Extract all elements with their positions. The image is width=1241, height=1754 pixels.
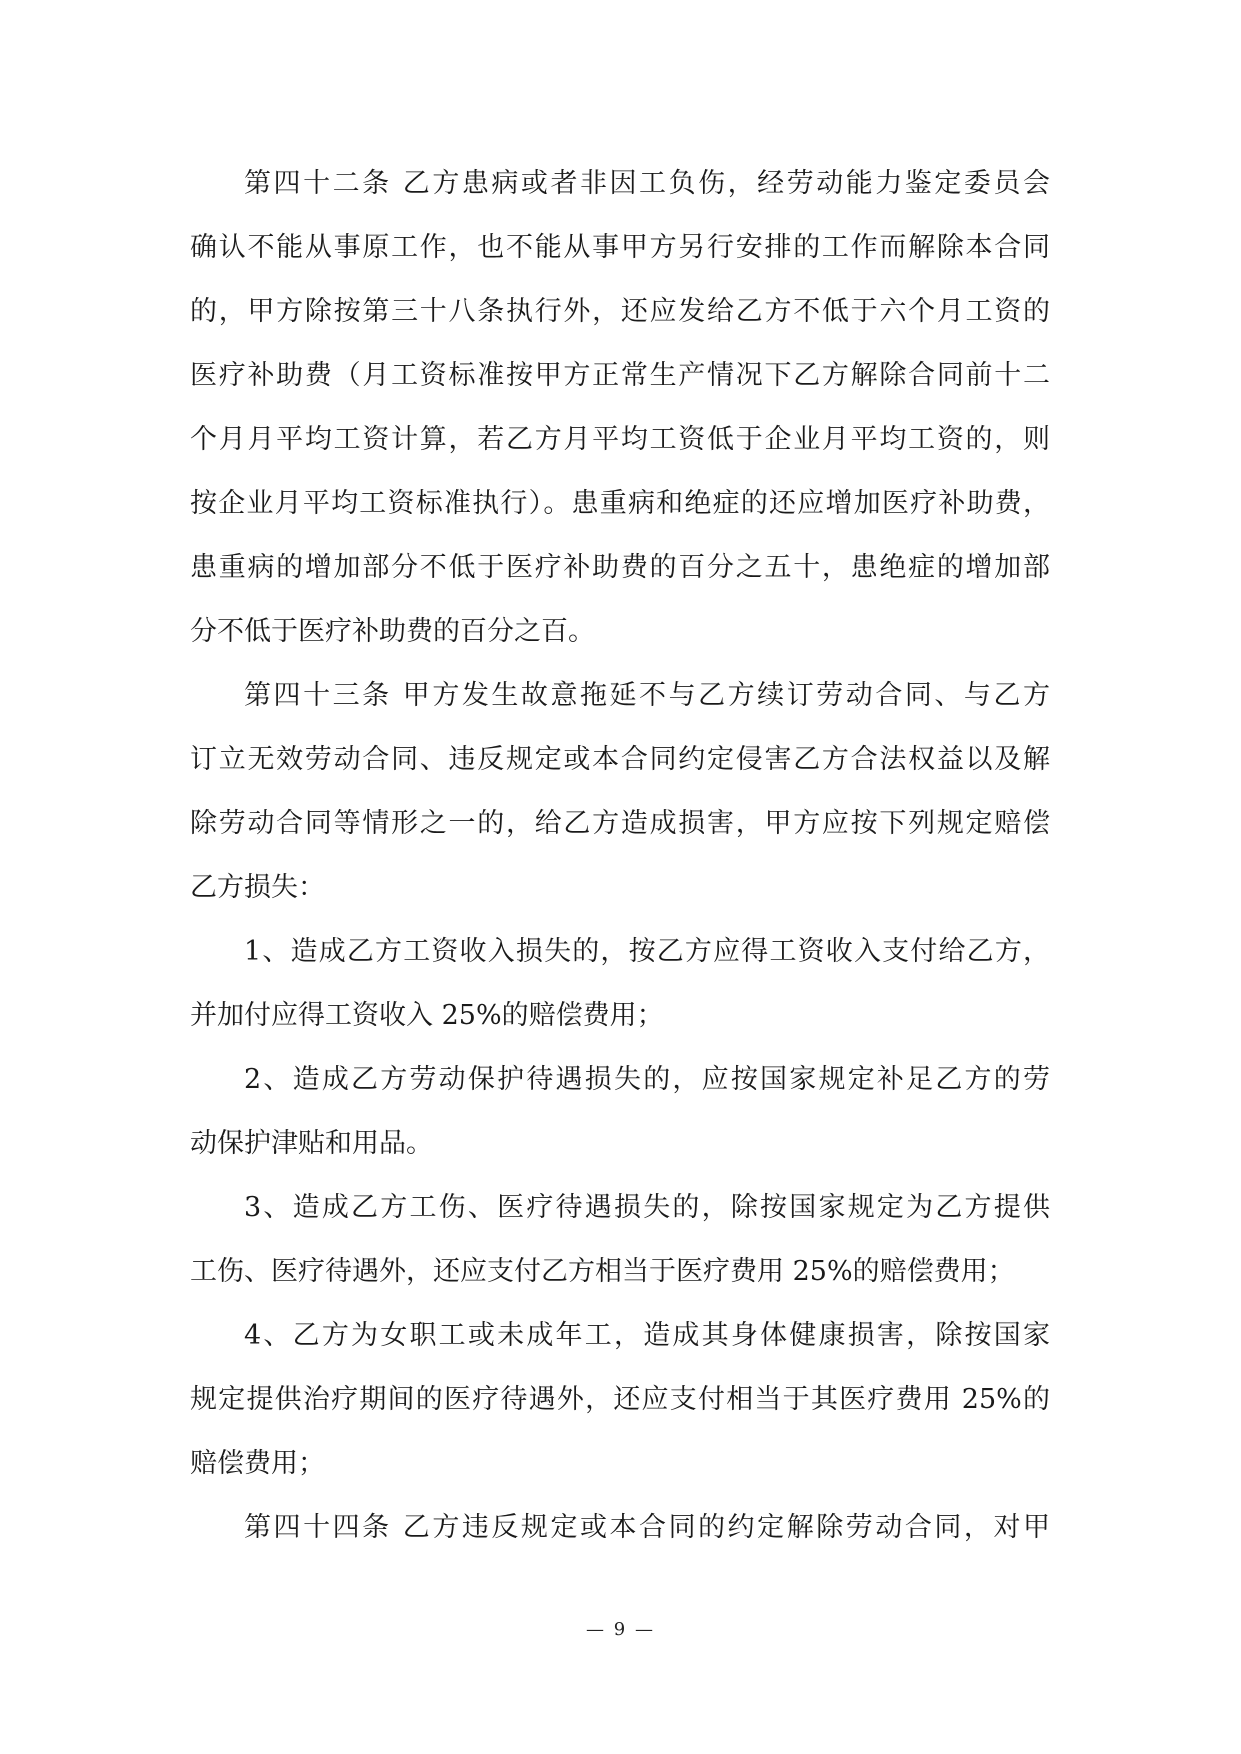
text-line: 按企业月平均工资标准执行）。患重病和绝症的还应增加医疗补助费，	[190, 488, 1050, 519]
list-item-4	[190, 1304, 1050, 1496]
text-line: 的，甲方除按第三十八条执行外，还应发给乙方不低于六个月工资的	[190, 296, 1050, 327]
text-line: 订立无效劳动合同、违反规定或本合同约定侵害乙方合法权益以及解	[190, 744, 1050, 775]
paragraph-article-44	[190, 1496, 1050, 1560]
text-line: 患重病的增加部分不低于医疗补助费的百分之五十，患绝症的增加部	[190, 552, 1050, 583]
text-line: 并加付应得工资收入 25%的赔偿费用；	[190, 1000, 664, 1031]
list-item-3	[190, 1176, 1050, 1304]
paragraph-article-42	[190, 152, 1050, 664]
text-line: 第四十二条 乙方患病或者非因工负伤，经劳动能力鉴定委员会	[244, 168, 1050, 199]
page-number: — 9 —	[586, 1619, 655, 1640]
text-line: 个月月平均工资计算，若乙方月平均工资低于企业月平均工资的，则	[190, 424, 1050, 455]
text-line: 赔偿费用；	[190, 1448, 325, 1479]
list-item-2	[190, 1048, 1050, 1176]
text-line: 分不低于医疗补助费的百分之百。	[190, 616, 595, 647]
text-line: 3、造成乙方工伤、医疗待遇损失的，除按国家规定为乙方提供	[244, 1192, 1050, 1223]
text-line: 第四十三条 甲方发生故意拖延不与乙方续订劳动合同、与乙方	[244, 680, 1050, 711]
text-line: 工伤、医疗待遇外，还应支付乙方相当于医疗费用 25%的赔偿费用；	[190, 1256, 1015, 1287]
text-line: 乙方损失：	[190, 872, 325, 903]
list-item-1	[190, 920, 1050, 1048]
text-line: 4、乙方为女职工或未成年工，造成其身体健康损害，除按国家	[244, 1320, 1050, 1351]
paragraph-article-43	[190, 664, 1050, 920]
text-line: 规定提供治疗期间的医疗待遇外，还应支付相当于其医疗费用 25%的	[190, 1384, 1050, 1415]
text-line: 医疗补助费（月工资标准按甲方正常生产情况下乙方解除合同前十二	[190, 360, 1050, 391]
text-line: 除劳动合同等情形之一的，给乙方造成损害，甲方应按下列规定赔偿	[190, 808, 1050, 839]
text-line: 1、造成乙方工资收入损失的，按乙方应得工资收入支付给乙方，	[244, 936, 1050, 967]
document-body	[190, 152, 1050, 1560]
text-line: 动保护津贴和用品。	[190, 1128, 433, 1159]
text-line: 确认不能从事原工作，也不能从事甲方另行安排的工作而解除本合同	[190, 232, 1050, 263]
text-line: 2、造成乙方劳动保护待遇损失的，应按国家规定补足乙方的劳	[244, 1064, 1050, 1095]
text-line: 第四十四条 乙方违反规定或本合同的约定解除劳动合同，对甲	[244, 1512, 1050, 1543]
